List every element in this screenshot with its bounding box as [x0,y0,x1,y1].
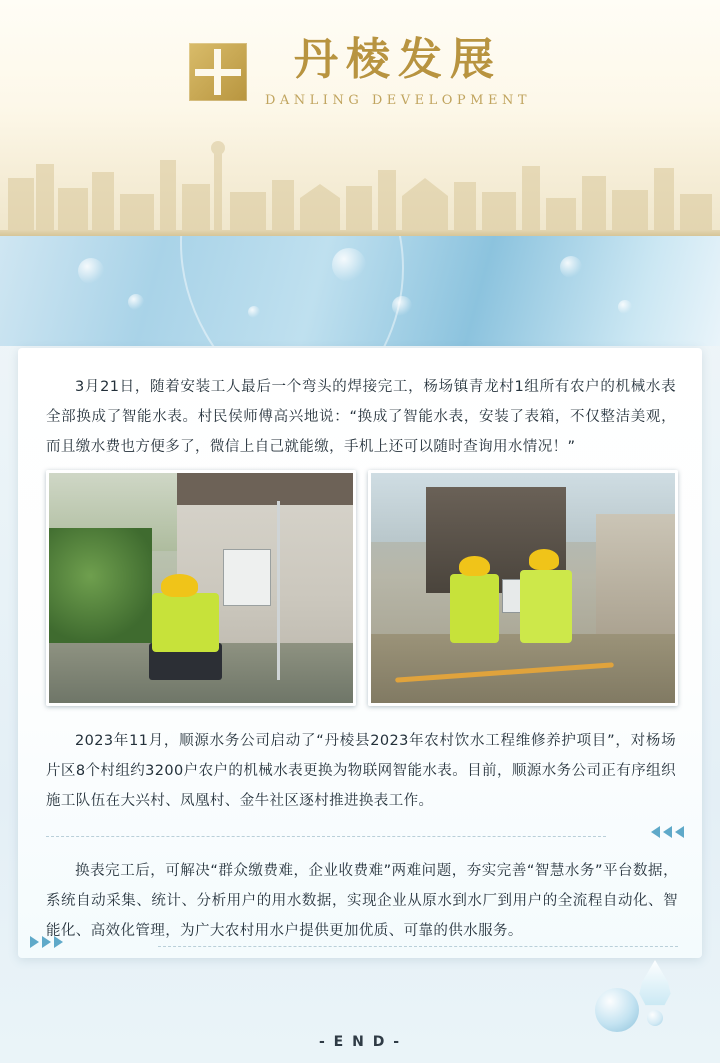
bubble-icon [332,248,366,282]
paragraph-1-text: 3月21日，随着安装工人最后一个弯头的焊接完工，杨场镇青龙村1组所有农户的机械水表全部换成了智能水表。村民侯师傅高兴地说：“换成了智能水表，安装了表箱，不仅整洁美观，而且缴水费也方便多了，微信上自己就能缴，手机上还可以随时查询用水情况！” [46,379,676,455]
bubble-icon [128,294,144,310]
paragraph-2-text: 2023年11月，顺源水务公司启动了“丹棱县2023年农村饮水工程维修养护项目”，对杨场片区8个村组约3200户农户的机械水表更换为物联网智能水表。目前，顺源水务公司正有序组织施工队伍在大兴村、凤凰村、金牛社区逐村推进换表工作。 [46,733,676,809]
brand-lockup [0,36,720,108]
bubble-icon [595,988,639,1032]
article-paragraph-2 [46,726,676,816]
photo-two-workers-installing-meter [368,470,678,706]
water-drop-icon [638,960,672,1008]
page-footer [0,958,720,1063]
photo-row [46,470,678,706]
dashed-divider-bottom [158,946,678,947]
water-banner [0,236,720,346]
end-label: - E N D - [318,1034,402,1050]
bubble-icon [560,256,582,278]
bubble-icon [647,1010,663,1026]
article-paragraph-1 [46,372,676,462]
brand-title-cn: 丹棱发展 [294,34,502,85]
page-header [0,0,720,236]
bubble-icon [78,258,104,284]
brand-title-en: DANLING DEVELOPMENT [264,93,532,109]
city-skyline-decoration [0,126,720,236]
bubble-icon [248,306,260,318]
article-card [18,348,702,958]
square-grid-logo-icon [189,43,247,101]
triple-left-arrow-icon [651,826,684,838]
water-swoosh-decoration [180,236,720,346]
bubble-icon [618,300,632,314]
triple-right-arrow-icon [30,936,63,948]
dashed-divider-top [46,836,606,837]
brand-block [265,36,531,108]
paragraph-3-text: 换表完工后，可解决“群众缴费难，企业收费难”两难问题，夯实完善“智慧水务”平台数据，系统自动采集、统计、分析用户的用水数据，实现企业从原水到水厂到用户的全流程自动化、智能化、高效化管理，为广大农村用水户提供更加优质、可靠的供水服务。 [46,863,678,939]
photo-worker-installing-meter [46,470,356,706]
bubble-icon [392,296,412,316]
article-paragraph-3 [46,856,678,946]
